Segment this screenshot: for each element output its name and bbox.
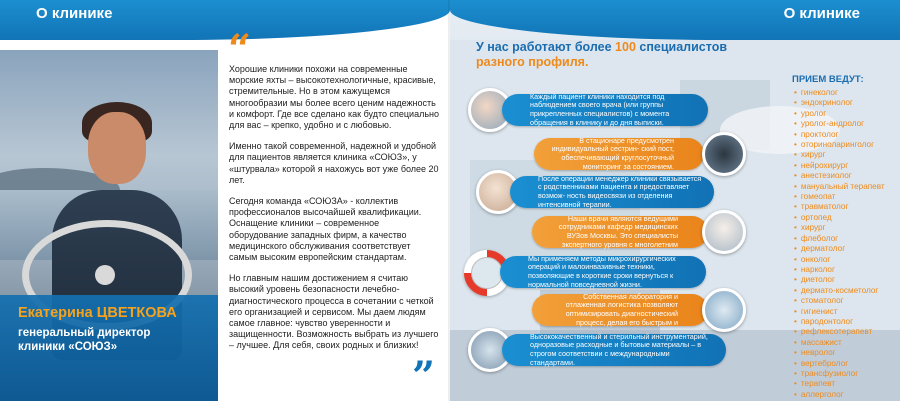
headline-count: 100: [615, 40, 636, 54]
specialist-item: • гигиенист: [794, 307, 885, 317]
specialist-item: • травматолог: [794, 202, 885, 212]
specialist-item: • проктолог: [794, 130, 885, 140]
left-page-title: О клинике: [36, 5, 113, 22]
specialist-item: • оториноларинголог: [794, 140, 885, 150]
specialist-item: • стоматолог: [794, 296, 885, 306]
headline-part2: специалистов: [635, 40, 728, 54]
specialist-item: • терапевт: [794, 379, 885, 389]
right-page: [450, 0, 900, 401]
specialist-item: • хирург: [794, 223, 885, 233]
close-quote-icon: ”: [412, 353, 436, 400]
director-role: [18, 326, 208, 354]
specialist-item: • уролог: [794, 109, 885, 119]
photo-person-head: [88, 112, 146, 184]
specialist-item: • хирург: [794, 150, 885, 160]
specialist-item: • ортопед: [794, 213, 885, 223]
headline-part3: разного профиля.: [476, 55, 589, 69]
feature-pill: Наши врачи являются ведущими сотрудниками кафедр медицинских ВУЗов Москвы. Это специалисты экспертного уровня с многолетним: [532, 216, 708, 248]
specialist-item: • флеболог: [794, 234, 885, 244]
director-letter: [229, 64, 439, 362]
specialists-title: ПРИЕМ ВЕДУТ:: [792, 74, 864, 85]
feature-pill: Мы применяем методы микрохирургических операций и малоинвазивные техники, позволяющие в короткие сроки вернуться к нормальной повседневной жизни.: [500, 256, 706, 288]
director-name: Екатерина ЦВЕТКОВА: [18, 305, 177, 321]
lifebuoy-inner: [471, 257, 503, 289]
right-page-title: О клинике: [783, 5, 860, 22]
specialist-item: • анестезиолог: [794, 171, 885, 181]
specialist-item: • нарколог: [794, 265, 885, 275]
feature-pill: В стационаре предусмотрен индивидуальный сестрин- ский пост, обеспечивающий круглосуточный мониторинг за состоянием.: [534, 138, 704, 170]
specialist-item: • дерматолог: [794, 244, 885, 254]
letter-paragraph: Сегодня команда «СОЮЗА» - коллектив профессионалов высочайшей квалификации. Оснащение клиники – современное оборудование западных фирм, а качество медицинского обслуживания соответствует самым высоким европейским стандартам.: [229, 196, 422, 263]
specialist-item: • трансфузиолог: [794, 369, 885, 379]
lab-photo-circle: [702, 288, 746, 332]
feature-pill: Каждый пациент клиники находится под наблюдением своего врача (или группы прикрепленных специалистов) с момента обращения в клинику и до дня выписки.: [502, 94, 708, 126]
open-quote-icon: “: [228, 26, 252, 73]
doctors-photo-circle: [702, 210, 746, 254]
specialist-item: • гинеколог: [794, 88, 885, 98]
specialist-item: • пародонтолог: [794, 317, 885, 327]
specialist-item: • эндокринолог: [794, 98, 885, 108]
feature-pill: После операции менеджер клиники связывается с родственниками пациента и предоставляет возмож- ность видеосвязи из отделения интенсивной терапии.: [510, 176, 714, 208]
specialist-item: • мануальный терапевт: [794, 182, 885, 192]
specialist-item: • вертебролог: [794, 359, 885, 369]
specialist-item: • дермато-косметолог: [794, 286, 885, 296]
specialist-item: • рефлексотерапевт: [794, 327, 885, 337]
letter-paragraph: Но главным нашим достижением я считаю высокий уровень безопасности лечебно-диагностического процесса в сочетании с четкой его организацией и сервисом. Мы даем людям самое главное: чувство уверенности и защищенности. Возможность выбрать из лучшего – лучшее. Для себя, своих родных и близких!: [229, 273, 439, 351]
director-role-line2: клиники «СОЮЗ»: [18, 341, 118, 353]
specialists-list: [794, 88, 885, 400]
specialist-item: • аллерголог: [794, 390, 885, 400]
specialist-item: • невролог: [794, 348, 885, 358]
monitor-photo-circle: [702, 132, 746, 176]
letter-paragraph: Именно такой современной, надежной и удобной для пациентов является клиника «СОЮЗ», у «штурвала» которой я нахожусь вот уже более 20 лет.: [229, 141, 439, 185]
specialist-item: • диетолог: [794, 275, 885, 285]
specialists-headline: [476, 40, 736, 70]
specialist-item: • уролог-андролог: [794, 119, 885, 129]
feature-pill: Высококачественный и стерильный инструментарий, одноразовые расходные и бытовые материалы – в строгом соответствии с международными стандартами.: [502, 334, 726, 366]
ship-wheel-hub: [95, 265, 115, 285]
letter-paragraph: Хорошие клиники похожи на современные морские яхты – высокотехнологичные, красивые, стремительные. Но в этом кажущемся многообразии мы более всего ценим надежность и комфорт. Где все сделано как будто специально для вас – крепко, удобно и с любовью.: [229, 64, 440, 131]
director-role-line1: генеральный директор: [18, 327, 151, 339]
specialist-item: • массажист: [794, 338, 885, 348]
specialist-item: • нейрохирург: [794, 161, 885, 171]
specialist-item: • гомеопат: [794, 192, 885, 202]
headline-part1: У нас работают более: [476, 40, 616, 54]
feature-pill: Собственная лаборатория и отлаженная логистика позволяют оптимизировать диагностический процесс, делая его быстрым и: [532, 294, 708, 326]
specialist-item: • онколог: [794, 255, 885, 265]
